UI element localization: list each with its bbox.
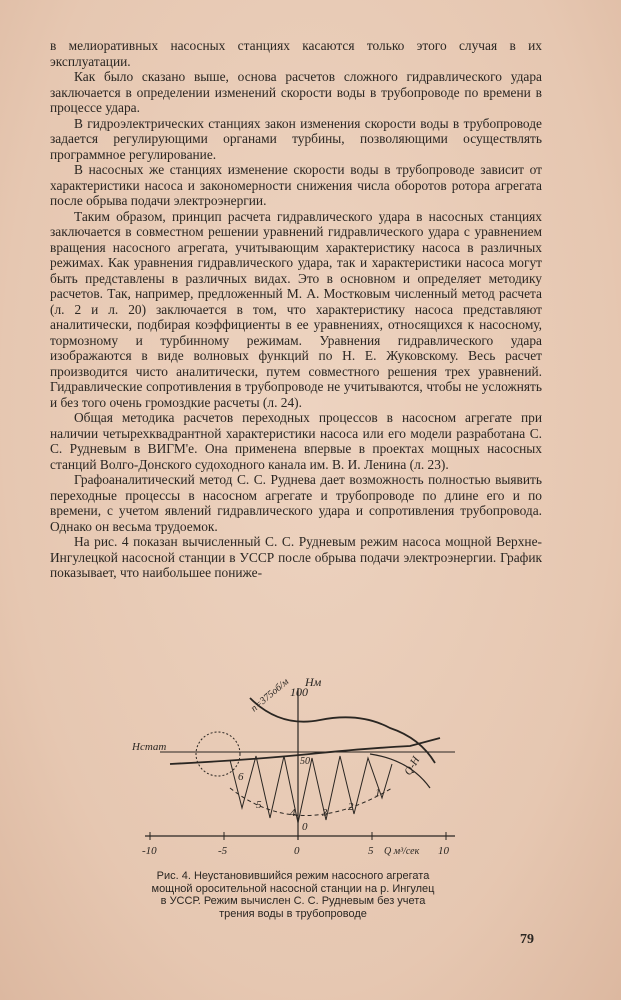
point-label: 3 <box>322 807 328 819</box>
y-tick-label: 100 <box>290 685 308 699</box>
x-tick-label: 0 <box>294 845 300 857</box>
mark-label: 50 <box>300 756 310 767</box>
y-axis-label: Hм <box>305 675 322 689</box>
point-label: 1 <box>375 787 381 799</box>
x-tick-label: 10 <box>438 845 449 857</box>
caption-line: трения воды в трубопроводе <box>219 907 367 920</box>
point-label: 6 <box>238 771 244 783</box>
x-axis-label: Q м³/сек <box>384 846 420 857</box>
paragraph: Графоаналитический метод С. С. Руднева дает возможность полностью выявить переходные процессы в насосном агрегате и трубопроводе по длине его и по времени, с учетом явлений гидравлического удара и сопротивления трубопровода. Однако он весьма трудоемок. <box>50 472 542 534</box>
page-number: 79 <box>520 932 534 947</box>
x-tick-label: 5 <box>368 845 374 857</box>
qh-curve-lower <box>370 754 430 788</box>
point-label: 2 <box>348 801 354 813</box>
point-label: 5 <box>256 799 262 811</box>
paragraph: Таким образом, принцип расчета гидравлического удара в насосных станциях заключается в совместном решении уравнений гидравлического удара с уравнением вращения насосного агрегата, учитывающим характеристику насоса в различных режимах. Как уравнения гидравлического удара, так и характеристики насоса могут быть представлены в различных видах. Это в основном и определяет методику расчетов. Так, например, предложенный М. А. Мостковым численный метод расчета (л. 2 и л. 20) заключается в том, что характеристику насоса представляют аналитически, подбирая коэффициенты в ее уравнениях, относящихся к насосному, тормозному и турбинному режимам. Уравнения гидравлического удара изображаются в виде волновых функций по Н. Е. Жуковскому. Весь расчет производится чисто аналитически, путем совместного решения трех уравнений. Гидравлические сопротивления в трубопроводе не учитываются, чтобы не усложнять и без того очень громоздкие расчеты (л. 24). <box>50 208 542 410</box>
n-curve <box>250 698 435 763</box>
paragraph: в мелиоративных насосных станциях касаются только этого случая в их эксплуатации. <box>50 38 542 69</box>
caption-line: Рис. 4. Неустановившийся режим насосного агрегата <box>156 870 430 882</box>
point-label: 4 <box>290 807 296 819</box>
caption-line: мощной оросительной насосной станции на р. Ингулец <box>151 882 435 895</box>
paragraph: В гидроэлектрических станциях закон изменения скорости воды в трубопроводе задается регулирующими органами турбины, позволяющими осуществлять программное регулирование. <box>50 115 542 162</box>
paragraph: На рис. 4 показан вычисленный С. С. Рудневым режим насоса мощной Верхне-Ингулецкой насосной станции в УССР после обрыва подачи электроэнергии. График показывает, что наибольшее пониже- <box>50 534 542 580</box>
figure-caption <box>108 870 478 920</box>
point-label: 0 <box>302 821 308 833</box>
n-curve-label: n=375об/м <box>248 676 292 715</box>
pump-regime-graph <box>130 668 470 878</box>
x-tick-label: -5 <box>218 845 228 857</box>
static-head-label: Hстат <box>132 741 167 753</box>
body-text <box>50 38 542 581</box>
x-tick-label: -10 <box>142 845 157 857</box>
paragraph: Общая методика расчетов переходных процессов в насосном агрегате при наличии четырехквадрантной характеристики насоса или его модели разработана С. С. Рудневым в ВИГМ'е. Она применена впервые в проектах мощных насосных станций Волго-Донского судоходного канала им. В. И. Ленина (л. 23). <box>50 410 542 472</box>
figure-4 <box>130 668 470 878</box>
dotted-ellipse <box>196 732 240 776</box>
caption-line: в УССР. Режим вычислен С. С. Рудневым без учета <box>160 895 426 907</box>
paragraph: Как было сказано выше, основа расчетов сложного гидравлического удара заключается в определении изменений скорости воды в трубопроводе по времени в процессе удара. <box>50 69 542 115</box>
lower-envelope <box>230 788 392 816</box>
paragraph: В насосных же станциях изменение скорости воды в трубопроводе зависит от характеристики насоса и закономерности снижения числа оборотов ротора агрегата после обрыва подачи электроэнергии. <box>50 162 542 208</box>
qh-curve-label: Q-H <box>402 754 423 778</box>
transient-zigzag <box>230 756 392 823</box>
